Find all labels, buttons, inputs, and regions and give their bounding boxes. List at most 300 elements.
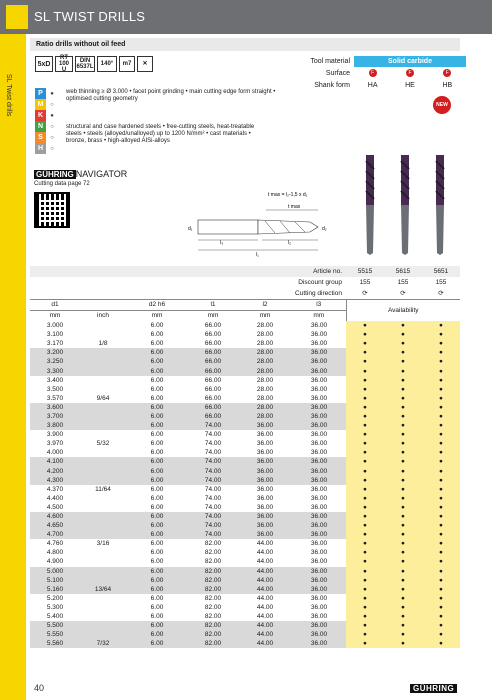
discount-group: 155 [384, 277, 422, 288]
l3-label: l₃ [220, 240, 224, 246]
availability-dot: ● [422, 457, 460, 466]
availability-dot: ● [422, 612, 460, 621]
discount-group: 155 [422, 277, 460, 288]
tolerance-icon: m7 [119, 56, 135, 72]
table-row [30, 548, 460, 557]
sidebar [0, 34, 26, 700]
table-cell: 36.00 [256, 503, 274, 511]
table-row [30, 421, 460, 430]
availability-dot: ● [384, 630, 422, 639]
availability-dot: ● [422, 621, 460, 630]
table-cell: 6.00 [150, 440, 164, 448]
material-letter: S [35, 132, 46, 143]
table-cell: 66.00 [188, 357, 238, 366]
availability-dot: ● [384, 421, 422, 430]
suitability-mark: ○ [50, 145, 54, 152]
availability-dot: ● [384, 394, 422, 403]
table-cell: 4.760 [46, 540, 64, 548]
table-cell: 74.00 [204, 431, 222, 439]
table-cell: 36.00 [310, 449, 328, 457]
table-cell: 82.00 [188, 621, 238, 630]
table-cell: 6.00 [126, 357, 188, 366]
table-cell: 6.00 [150, 603, 164, 611]
table-cell [80, 567, 126, 576]
table-row [30, 503, 460, 512]
availability-dot: ● [346, 603, 384, 612]
availability-dot: ● [346, 557, 384, 566]
table-row [30, 512, 460, 521]
suitability-mark: ● [50, 90, 54, 97]
availability-dot: ● [422, 557, 460, 566]
table-cell: 6.00 [126, 585, 188, 594]
availability-dot: ● [384, 467, 422, 476]
availability-dot: ● [422, 594, 460, 603]
availability-dot: ● [346, 585, 384, 594]
table-cell: 36.00 [292, 421, 346, 430]
table-cell: 44.00 [238, 630, 292, 639]
table-cell: 36.00 [292, 403, 346, 412]
table-row [30, 630, 460, 639]
table-cell [80, 557, 126, 566]
availability-dot: ● [422, 639, 460, 648]
table-cell: 4.400 [46, 494, 64, 502]
table-cell: 44.00 [256, 549, 274, 557]
table-cell [80, 376, 126, 385]
drill-photo [363, 155, 377, 255]
table-cell: 66.00 [204, 394, 222, 402]
availability-dot: ● [346, 339, 384, 348]
table-row [30, 539, 460, 548]
table-cell: 28.00 [256, 385, 274, 393]
l1-label: l₁ [256, 252, 259, 258]
table-cell: 36.00 [292, 412, 346, 421]
unit-header: mm [313, 312, 325, 320]
table-cell: 44.00 [256, 603, 274, 611]
table-cell: 3.250 [30, 357, 80, 366]
table-cell: 28.00 [238, 403, 292, 412]
tool-material-label: Tool material [310, 57, 350, 65]
table-cell: 74.00 [204, 449, 222, 457]
availability-dot: ● [384, 530, 422, 539]
table-cell: 6.00 [150, 340, 164, 348]
table-cell [80, 576, 126, 585]
availability-dot: ● [384, 348, 422, 357]
availability-dot: ● [384, 448, 422, 457]
table-row [30, 330, 460, 339]
navigator-ref: Cutting data page 72 [34, 181, 90, 187]
table-row [30, 576, 460, 585]
material-letter: M [35, 99, 46, 110]
table-cell: 6.00 [126, 412, 188, 421]
table-cell: 36.00 [292, 457, 346, 466]
table-cell: 36.00 [238, 530, 292, 539]
table-cell: 36.00 [310, 331, 328, 339]
table-cell: 74.00 [188, 467, 238, 476]
table-cell: 74.00 [204, 440, 222, 448]
table-cell [80, 412, 126, 421]
table-cell: 36.00 [256, 449, 274, 457]
table-row [30, 385, 460, 394]
availability-dot: ● [346, 539, 384, 548]
unit-header: mm [207, 312, 219, 320]
table-cell: 66.00 [204, 376, 222, 384]
table-cell: 36.00 [292, 530, 346, 539]
availability-dot: ● [422, 494, 460, 503]
table-cell: 6.00 [150, 331, 164, 339]
availability-dot: ● [346, 357, 384, 366]
table-cell: 5.160 [30, 585, 80, 594]
availability-dot: ● [384, 494, 422, 503]
table-cell [80, 503, 126, 512]
table-cell: 6.00 [150, 494, 164, 502]
table-row [30, 403, 460, 412]
table-cell: 36.00 [256, 431, 274, 439]
table-cell: 28.00 [238, 348, 292, 357]
table-cell: 44.00 [238, 639, 292, 648]
availability-dot: ● [384, 612, 422, 621]
table-cell: 82.00 [188, 576, 238, 585]
surface-mark: F [443, 69, 451, 77]
table-cell: 28.00 [238, 412, 292, 421]
table-cell: 36.00 [238, 512, 292, 521]
table-cell: 4.300 [30, 476, 80, 485]
l2-label: l₂ [288, 240, 292, 246]
table-row [30, 603, 460, 612]
table-cell: 36.00 [256, 485, 274, 493]
table-cell: 36.00 [292, 576, 346, 585]
availability-dot: ● [346, 476, 384, 485]
availability-dot: ● [422, 330, 460, 339]
table-cell: 3.200 [30, 348, 80, 357]
table-cell [80, 548, 126, 557]
article-no: 5651 [422, 266, 460, 277]
table-cell: 74.00 [188, 530, 238, 539]
table-row [30, 557, 460, 566]
availability-dot: ● [346, 594, 384, 603]
availability-dot: ● [384, 512, 422, 521]
table-cell: 36.00 [310, 340, 328, 348]
table-cell: 44.00 [256, 594, 274, 602]
tool-icons [35, 56, 153, 72]
availability-dot: ● [422, 385, 460, 394]
navigator-word: NAVIGATOR [75, 169, 128, 179]
table-cell: 74.00 [188, 521, 238, 530]
table-cell: 36.00 [310, 485, 328, 493]
table-row [30, 321, 460, 330]
table-cell: 6.00 [126, 403, 188, 412]
table-cell: 3.570 [46, 394, 64, 402]
availability-dot: ● [384, 339, 422, 348]
article-label: Article no. [30, 266, 346, 277]
table-cell: 36.00 [238, 457, 292, 466]
availability-dot: ● [422, 548, 460, 557]
table-row [30, 530, 460, 539]
tmax-label: t max [288, 204, 301, 210]
availability-dot: ● [384, 485, 422, 494]
table-cell [80, 621, 126, 630]
table-cell: 82.00 [188, 639, 238, 648]
col-header: l1 [210, 301, 216, 308]
table-cell: 36.00 [310, 376, 328, 384]
table-cell [80, 612, 126, 621]
table-cell [80, 594, 126, 603]
table-cell: 44.00 [238, 567, 292, 576]
material-groups [35, 88, 58, 154]
table-row [30, 494, 460, 503]
surface-label: Surface [325, 69, 350, 77]
table-cell: 36.00 [310, 549, 328, 557]
table-cell: 1/8 [98, 340, 108, 348]
table-cell: 11/64 [95, 485, 111, 493]
table-cell: 36.00 [292, 630, 346, 639]
tool-properties [290, 55, 466, 91]
table-cell: 3.170 [46, 340, 64, 348]
table-row [30, 567, 460, 576]
table-cell: 3.900 [46, 431, 64, 439]
col-header: l3 [316, 301, 322, 308]
table-cell: 6.00 [150, 594, 164, 602]
table-cell: 36.00 [292, 512, 346, 521]
availability-dot: ● [346, 621, 384, 630]
navigator-logo [34, 169, 127, 179]
table-cell [80, 476, 126, 485]
drill-photo [398, 155, 412, 255]
table-cell: 6.00 [126, 476, 188, 485]
table-cell: 36.00 [292, 521, 346, 530]
table-cell: 6.00 [126, 457, 188, 466]
table-cell: 82.00 [204, 540, 222, 548]
availability-dot: ● [422, 366, 460, 375]
col-header [80, 299, 126, 310]
table-cell: 5.560 [30, 639, 80, 648]
table-cell: 28.00 [238, 357, 292, 366]
table-row [30, 376, 460, 385]
page-header [0, 0, 492, 34]
availability-dot: ● [384, 357, 422, 366]
availability-dot: ● [346, 330, 384, 339]
table-cell: 3.700 [30, 412, 80, 421]
table-cell: 36.00 [292, 621, 346, 630]
availability-dot: ● [422, 603, 460, 612]
availability-dot: ● [422, 585, 460, 594]
availability-dot: ● [422, 339, 460, 348]
table-cell: 6.00 [150, 376, 164, 384]
availability-dot: ● [346, 412, 384, 421]
table-cell: 36.00 [292, 567, 346, 576]
table-cell [80, 403, 126, 412]
formula-label: t max = l₂-1,5 x d₁ [268, 192, 308, 198]
table-cell: 5/32 [96, 440, 110, 448]
shank-value: HB [442, 81, 453, 89]
table-cell: 5.000 [30, 567, 80, 576]
table-row [30, 357, 460, 366]
table-cell: 36.00 [238, 476, 292, 485]
table-cell: 3.500 [46, 385, 64, 393]
table-cell: 74.00 [204, 485, 222, 493]
table-row [30, 621, 460, 630]
shank-value: HA [367, 81, 378, 89]
table-cell: 82.00 [188, 567, 238, 576]
table-cell: 82.00 [204, 549, 222, 557]
table-cell: 66.00 [204, 340, 222, 348]
cutting-direction-icon: ⟳ [384, 288, 422, 299]
availability-dot: ● [346, 321, 384, 330]
shank-label: Shank form [314, 81, 350, 89]
table-cell: 28.00 [256, 340, 274, 348]
col-header: l2 [262, 301, 268, 308]
availability-dot: ● [346, 394, 384, 403]
unit-header: mm [49, 312, 61, 320]
availability-dot: ● [422, 357, 460, 366]
drill-diagram [170, 188, 350, 258]
page-number: 40 [34, 683, 45, 693]
table-cell [80, 366, 126, 375]
discount-group: 155 [346, 277, 384, 288]
unit-header: inch [97, 312, 109, 320]
table-cell: 36.00 [292, 639, 346, 648]
material-letter: H [35, 143, 46, 154]
availability-dot: ● [346, 494, 384, 503]
availability-dot: ● [346, 512, 384, 521]
table-cell: 4.370 [46, 485, 64, 493]
availability-dot: ● [384, 439, 422, 448]
availability-dot: ● [384, 548, 422, 557]
table-cell [80, 530, 126, 539]
table-cell: 36.00 [292, 476, 346, 485]
availability-dot: ● [346, 403, 384, 412]
table-cell: 4.700 [30, 530, 80, 539]
availability-dot: ● [422, 467, 460, 476]
table-cell: 4.500 [46, 503, 64, 511]
table-cell [80, 448, 126, 457]
table-cell [80, 603, 126, 612]
suitability-mark: ○ [50, 101, 54, 108]
table-cell: 44.00 [238, 576, 292, 585]
table-cell: 3.600 [30, 403, 80, 412]
table-cell: 4.200 [30, 467, 80, 476]
table-cell [80, 494, 126, 503]
table-cell: 3.400 [46, 376, 64, 384]
table-row [30, 457, 460, 466]
table-cell: 36.00 [256, 440, 274, 448]
availability-dot: ● [346, 467, 384, 476]
table-row [30, 594, 460, 603]
table-cell: 6.00 [150, 431, 164, 439]
table-row [30, 394, 460, 403]
table-cell: 3.800 [30, 421, 80, 430]
table-cell: 4.650 [30, 521, 80, 530]
table-cell: 44.00 [256, 613, 274, 621]
availability-dot: ● [384, 557, 422, 566]
table-cell [80, 421, 126, 430]
table-cell: 74.00 [188, 476, 238, 485]
table-cell: 66.00 [188, 348, 238, 357]
availability-dot: ● [384, 585, 422, 594]
table-cell: 36.00 [292, 348, 346, 357]
table-cell: 5.300 [46, 603, 64, 611]
angle-icon: 140° [97, 56, 117, 72]
suitability-mark: ● [50, 112, 54, 119]
cutting-direction-icon: ⟳ [422, 288, 460, 299]
availability-dot: ● [384, 385, 422, 394]
availability-dot: ● [346, 576, 384, 585]
table-row [30, 339, 460, 348]
table-row [30, 521, 460, 530]
table-cell: 6.00 [126, 348, 188, 357]
material-letter: P [35, 88, 46, 99]
availability-dot: ● [384, 430, 422, 439]
availability-dot: ● [422, 376, 460, 385]
availability-dot: ● [384, 321, 422, 330]
table-cell: 6.00 [126, 421, 188, 430]
availability-header: Availability [346, 299, 460, 321]
table-cell: 6.00 [150, 503, 164, 511]
availability-dot: ● [346, 457, 384, 466]
table-cell: 6.00 [150, 485, 164, 493]
table-cell: 66.00 [204, 322, 222, 330]
availability-dot: ● [422, 412, 460, 421]
table-cell: 9/64 [96, 394, 110, 402]
no-coolant-icon: ✕ [137, 56, 153, 72]
din-icon: DIN 6537L [76, 58, 94, 70]
table-row [30, 439, 460, 448]
table-cell: 36.00 [310, 558, 328, 566]
availability-dot: ● [384, 539, 422, 548]
table-cell: 6.00 [126, 621, 188, 630]
table-cell [80, 457, 126, 466]
availability-dot: ● [346, 612, 384, 621]
table-cell [80, 521, 126, 530]
application-text: structural and case hardened steels • free-cutting steels, heat-treatable steels • steels (alloyed/unalloyed) up to 1200 N/mm² • cast materials • bronze, brass • high-alloyed AISi-alloys [66, 124, 255, 144]
table-cell: 6.00 [150, 540, 164, 548]
table-cell [80, 321, 126, 330]
table-cell: 36.00 [310, 322, 328, 330]
table-cell: 3/16 [96, 540, 110, 548]
table-cell: 5.200 [46, 594, 64, 602]
table-row [30, 612, 460, 621]
availability-dot: ● [346, 366, 384, 375]
availability-dot: ● [422, 567, 460, 576]
unit-header: mm [259, 312, 271, 320]
availability-dot: ● [422, 485, 460, 494]
table-cell: 4.800 [46, 549, 64, 557]
table-cell: 74.00 [204, 494, 222, 502]
table-cell: 7/32 [80, 639, 126, 648]
features-text: web thinning ≥ Ø 3.000 • facet point grinding • main cutting edge form straight • optimised cutting geometry [66, 89, 276, 102]
table-cell: 36.00 [238, 467, 292, 476]
d1-label: d₁ [188, 226, 193, 232]
table-cell: 36.00 [310, 440, 328, 448]
availability-dot: ● [346, 567, 384, 576]
table-cell: 36.00 [310, 503, 328, 511]
brand-block [6, 5, 28, 29]
table-cell [80, 630, 126, 639]
material-letter: N [35, 121, 46, 132]
table-row [30, 448, 460, 457]
availability-dot: ● [422, 394, 460, 403]
table-cell: 36.00 [310, 385, 328, 393]
availability-dot: ● [384, 330, 422, 339]
availability-dot: ● [346, 376, 384, 385]
table-row [30, 476, 460, 485]
table-cell: 36.00 [238, 421, 292, 430]
table-cell: 3.300 [30, 366, 80, 375]
qr-code[interactable] [34, 192, 70, 228]
availability-dot: ● [422, 530, 460, 539]
table-cell [80, 512, 126, 521]
table-cell [80, 430, 126, 439]
suitability-mark: ○ [50, 123, 54, 130]
